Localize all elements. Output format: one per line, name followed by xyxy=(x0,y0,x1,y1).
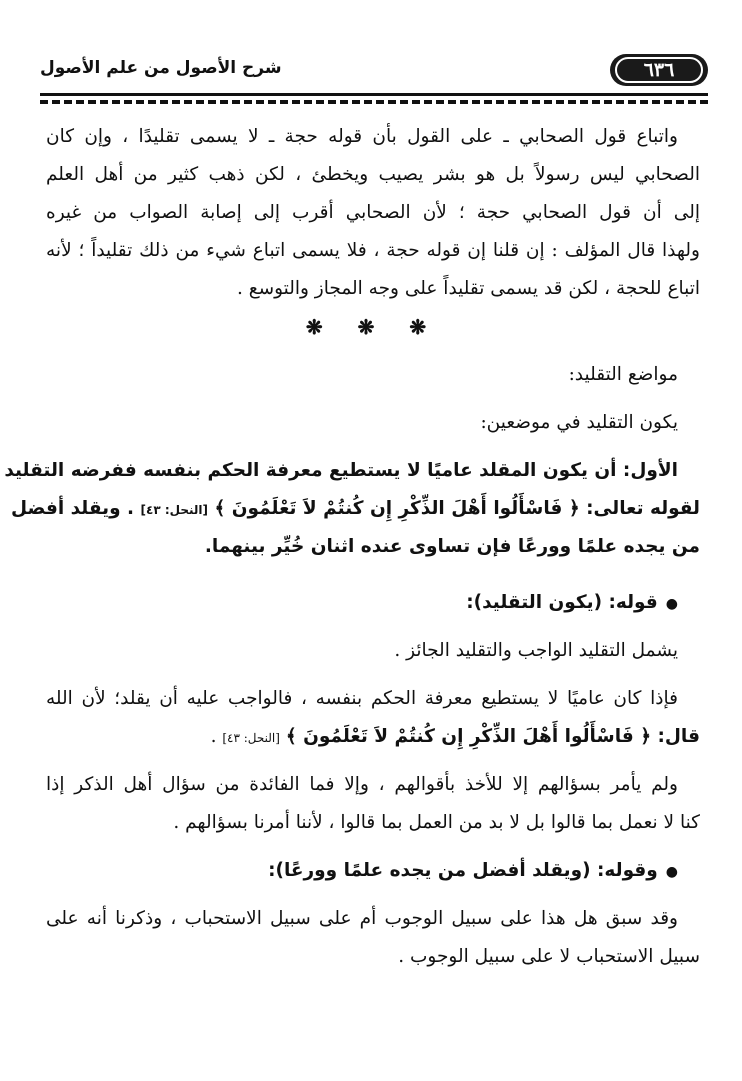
commentary-heading xyxy=(46,584,700,622)
commentary-heading xyxy=(46,852,700,890)
header-rule xyxy=(40,93,708,96)
running-title: شرح الأصول من علم الأصول xyxy=(40,58,282,78)
quran-verse: قال: ﴿ فَاسْأَلُوا أَهْلَ الذِّكْرِ إِن كُنتُمْ لاَ تَعْلَمُونَ ﴾ xyxy=(285,726,700,747)
page-body xyxy=(4,118,700,976)
page-number: ٦٣٦ xyxy=(615,57,703,83)
commentary-line-quran xyxy=(46,718,700,756)
commentary-title: وقوله: (ويقلد أفضل من يجده علمًا وورعًا): xyxy=(268,860,658,881)
page-number-badge xyxy=(610,54,708,86)
matn-line: من يجده علمًا وورعًا فإن تساوى عنده اثنان خُيِّر بينهما. xyxy=(204,536,700,557)
bullet-icon: ● xyxy=(665,864,678,880)
paragraph-line: واتباع قول الصحابي ـ على القول بأن قوله حجة ـ لا يسمى تقليدًا ، وإن كان xyxy=(46,126,678,147)
commentary-line: كنا لا نعمل بما قالوا بل لا بد من العمل بما قالوا ، لأننا أمرنا بسؤالهم . xyxy=(173,812,700,833)
paragraph-line: اتباع للحجة ، لكن قد يسمى تقليداً على وجه المجاز والتوسع . xyxy=(236,278,700,299)
matn-text: . ويقلد أفضل xyxy=(10,498,135,519)
section-separator-stars: ❋ ❋ ❋ xyxy=(305,315,441,339)
section-heading: مواضع التقليد: xyxy=(568,364,678,385)
bullet-icon: ● xyxy=(665,596,678,612)
paragraph-line: الصحابي ليس رسولاً بل هو بشر يصيب ويخطئ ، لكن ذهب كثير من أهل العلم xyxy=(46,164,700,185)
commentary-text: . xyxy=(210,726,217,747)
commentary-line: يشمل التقليد الواجب والتقليد الجائز . xyxy=(394,640,678,661)
commentary-line: فإذا كان عاميًا لا يستطيع معرفة الحكم بنفسه ، فالواجب عليه أن يقلد؛ لأن الله xyxy=(46,688,678,709)
matn-line-quran xyxy=(10,490,700,528)
commentary-title: قوله: (يكون التقليد): xyxy=(466,592,658,613)
page-header xyxy=(40,52,708,92)
verse-reference: [النحل: ٤٣] xyxy=(222,731,280,745)
subsection-heading: يكون التقليد في موضعين: xyxy=(480,412,678,433)
paragraph-line: إلى أن قول الصحابي حجة ؛ لأن الصحابي أقرب إلى إصابة الصواب من غيره xyxy=(46,202,700,223)
matn-line: الأول: أن يكون المقلد عاميًا لا يستطيع معرفة الحكم بنفسه ففرضه التقليد xyxy=(4,460,678,481)
quran-verse: لقوله تعالى: ﴿ فَاسْأَلُوا أَهْلَ الذِّكْرِ إِن كُنتُمْ لاَ تَعْلَمُونَ ﴾ xyxy=(214,498,700,519)
commentary-line: وقد سبق هل هذا على سبيل الوجوب أم على سبيل الاستحباب ، وذكرنا أنه على xyxy=(46,908,678,929)
paragraph-line: ولهذا قال المؤلف : إن قلنا إن قوله حجة ، فلا يسمى اتباع شيء من ذلك تقليداً ؛ لأنه xyxy=(46,240,700,261)
verse-reference: [النحل: ٤٣] xyxy=(140,503,209,517)
commentary-line: ولم يأمر بسؤالهم إلا للأخذ بأقوالهم ، وإلا فما الفائدة من سؤال أهل الذكر إذا xyxy=(46,774,678,795)
header-dashed-rule xyxy=(40,100,708,104)
commentary-line: سبيل الاستحباب لا على سبيل الوجوب . xyxy=(398,946,700,967)
